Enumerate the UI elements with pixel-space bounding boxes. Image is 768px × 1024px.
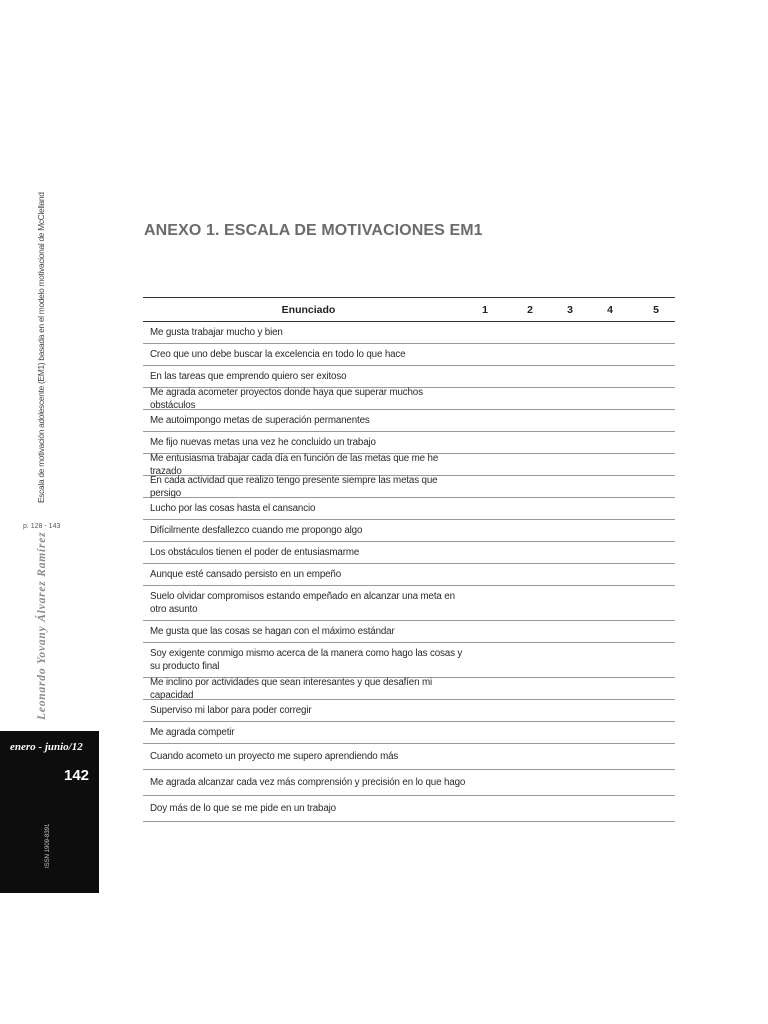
header-score-1: 1 bbox=[482, 303, 488, 316]
table-row bbox=[143, 344, 675, 366]
table-row bbox=[143, 796, 675, 822]
journal-name bbox=[31, 28, 49, 148]
statement-cell: Me autoimpongo metas de superación permanentes bbox=[150, 415, 370, 426]
table-row bbox=[143, 542, 675, 564]
table-header bbox=[143, 298, 675, 322]
statement-cell: Lucho por las cosas hasta el cansancio bbox=[150, 503, 316, 514]
table-row bbox=[143, 322, 675, 344]
statement-cell: Me fijo nuevas metas una vez he concluido un trabajo bbox=[150, 437, 376, 448]
table-row bbox=[143, 498, 675, 520]
table-row bbox=[143, 388, 675, 410]
header-score-5: 5 bbox=[653, 303, 659, 316]
table-row bbox=[143, 678, 675, 700]
statement-cell: Soy exigente conmigo mismo acerca de la manera como hago las cosas y su producto final bbox=[150, 648, 463, 672]
table-row bbox=[143, 700, 675, 722]
statement-cell: Me agrada alcanzar cada vez más comprensión y precisión en lo que hago bbox=[150, 777, 466, 788]
table-body bbox=[143, 322, 675, 822]
header-score-2: 2 bbox=[527, 303, 533, 316]
table-row bbox=[143, 410, 675, 432]
header-score-4: 4 bbox=[607, 303, 613, 316]
statement-cell: Creo que uno debe buscar la excelencia en todo lo que hace bbox=[150, 349, 406, 360]
table-row bbox=[143, 744, 675, 770]
table-row bbox=[143, 770, 675, 796]
table-row bbox=[143, 520, 675, 542]
running-head-description: Escala de motivación adolescente (EM1) basada en el modelo motivacional de McClelland bbox=[36, 192, 46, 503]
statement-cell: Me agrada acometer proyectos donde haya que superar muchos obstáculos bbox=[150, 386, 423, 411]
journal-word-psicologica: Psicológica bbox=[37, 79, 46, 117]
statement-cell: Doy más de lo que se me pide en un trabajo bbox=[150, 803, 336, 814]
header-statement: Enunciado bbox=[281, 303, 336, 316]
table-row bbox=[143, 586, 675, 621]
statement-cell: Me inclino por actividades que sean interesantes y que desafíen mi capacidad bbox=[150, 676, 433, 701]
issue-date: enero - junio/12 bbox=[10, 741, 83, 753]
table-row bbox=[143, 476, 675, 498]
page-range: p. 128 - 143 bbox=[23, 523, 61, 530]
page-title: ANEXO 1. ESCALA DE MOTIVACIONES EM1 bbox=[144, 222, 483, 239]
issn: ISSN 1909-8391 bbox=[45, 823, 51, 868]
statement-cell: Los obstáculos tienen el poder de entusiasmarme bbox=[150, 547, 360, 558]
statement-cell: En las tareas que emprendo quiero ser exitoso bbox=[150, 371, 347, 382]
table-row bbox=[143, 722, 675, 744]
statement-cell: Me entusiasma trabajar cada día en función de las metas que me he trazado bbox=[150, 452, 439, 477]
statement-cell: Difícilmente desfallezco cuando me propongo algo bbox=[150, 525, 363, 536]
table-row bbox=[143, 643, 675, 678]
author-name: Leonardo Yovany Álvarez Ramírez bbox=[36, 531, 48, 720]
statement-cell: Me agrada competir bbox=[150, 727, 235, 738]
journal-number: 7 bbox=[35, 69, 47, 76]
journal-word-tesis: tesis bbox=[35, 118, 47, 148]
statement-cell: Cuando acometo un proyecto me supero aprendiendo más bbox=[150, 751, 399, 762]
header-scale bbox=[467, 304, 675, 316]
header-score-3: 3 bbox=[567, 303, 573, 316]
statement-cell: En cada actividad que realizo tengo presente siempre las metas que persigo bbox=[150, 474, 438, 499]
statement-cell: Suelo olvidar compromisos estando empeñado en alcanzar una meta en otro asunto bbox=[150, 591, 455, 615]
statement-cell: Me gusta trabajar mucho y bien bbox=[150, 327, 283, 338]
page-number: 142 bbox=[64, 767, 90, 784]
statement-cell: Me gusta que las cosas se hagan con el máximo estándar bbox=[150, 626, 395, 637]
table-row bbox=[143, 564, 675, 586]
motivation-scale-table bbox=[143, 297, 675, 822]
table-row bbox=[143, 621, 675, 643]
statement-cell: Superviso mi labor para poder corregir bbox=[150, 705, 312, 716]
statement-cell: Aunque esté cansado persisto en un empeño bbox=[150, 569, 342, 580]
